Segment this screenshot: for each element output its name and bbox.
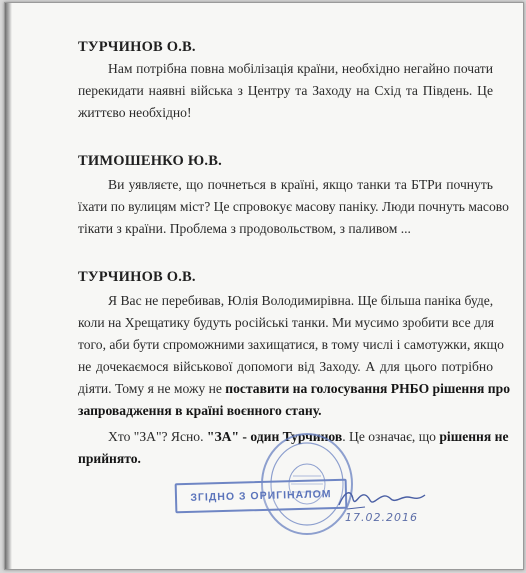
paragraph-line: їхати по вулицям міст? Це спровокує масову паніку. Люди почнуть масово: [78, 199, 509, 214]
speaker-tymoshenko: ТИМОШЕНКО Ю.В.: [78, 153, 222, 169]
document-page: [4, 2, 524, 570]
paragraph-line: коли на Хрещатику будуть російські танки. Ми мусимо зробити все для: [78, 315, 494, 330]
paragraph-line: діяти. Тому я не можу не поставити на голосування РНБО рішення про: [78, 381, 510, 396]
paragraph-line: Нам потрібна повна мобілізація країни, необхідно негайно почати: [108, 61, 493, 76]
paragraph-line: Хто "ЗА"? Ясно. "ЗА" - один Турчинов. Це означає, що рішення не: [108, 429, 509, 444]
paragraph-line: Ви уявляєте, що почнеться в країні, якщо танки та БТРи почнуть: [108, 177, 493, 192]
paragraph-line: перекидати наявні війська з Центру та Заходу на Схід та Південь. Це: [78, 83, 493, 98]
paragraph-line: запровадження в країні воєнного стану.: [78, 403, 322, 418]
paragraph-line: Я Вас не перебивав, Юлія Володимирівна. Ще більша паніка буде,: [108, 293, 494, 308]
paragraph-line: тікати з країни. Проблема з продовольством, з паливом ...: [78, 221, 411, 236]
scan-edge-shadow: [5, 3, 12, 569]
stamp-according-to-original: ЗГІДНО З ОРИГІНАЛОМ: [175, 479, 348, 513]
paragraph-line: не дочекаємося військової допомоги від Заходу. А для цього потрібно: [78, 359, 493, 374]
paragraph-line: життєво необхідно!: [78, 105, 192, 120]
speaker-turchynov-2: ТУРЧИНОВ О.В.: [78, 269, 196, 285]
paragraph-line: того, аби бути спроможними захищатися, в тому числі і самотужки, якщо: [78, 337, 504, 352]
paragraph-line: прийнято.: [78, 451, 141, 466]
signature-date: 17.02.2016: [345, 511, 418, 524]
speaker-turchynov-1: ТУРЧИНОВ О.В.: [78, 39, 196, 55]
signature-icon: [335, 485, 427, 511]
